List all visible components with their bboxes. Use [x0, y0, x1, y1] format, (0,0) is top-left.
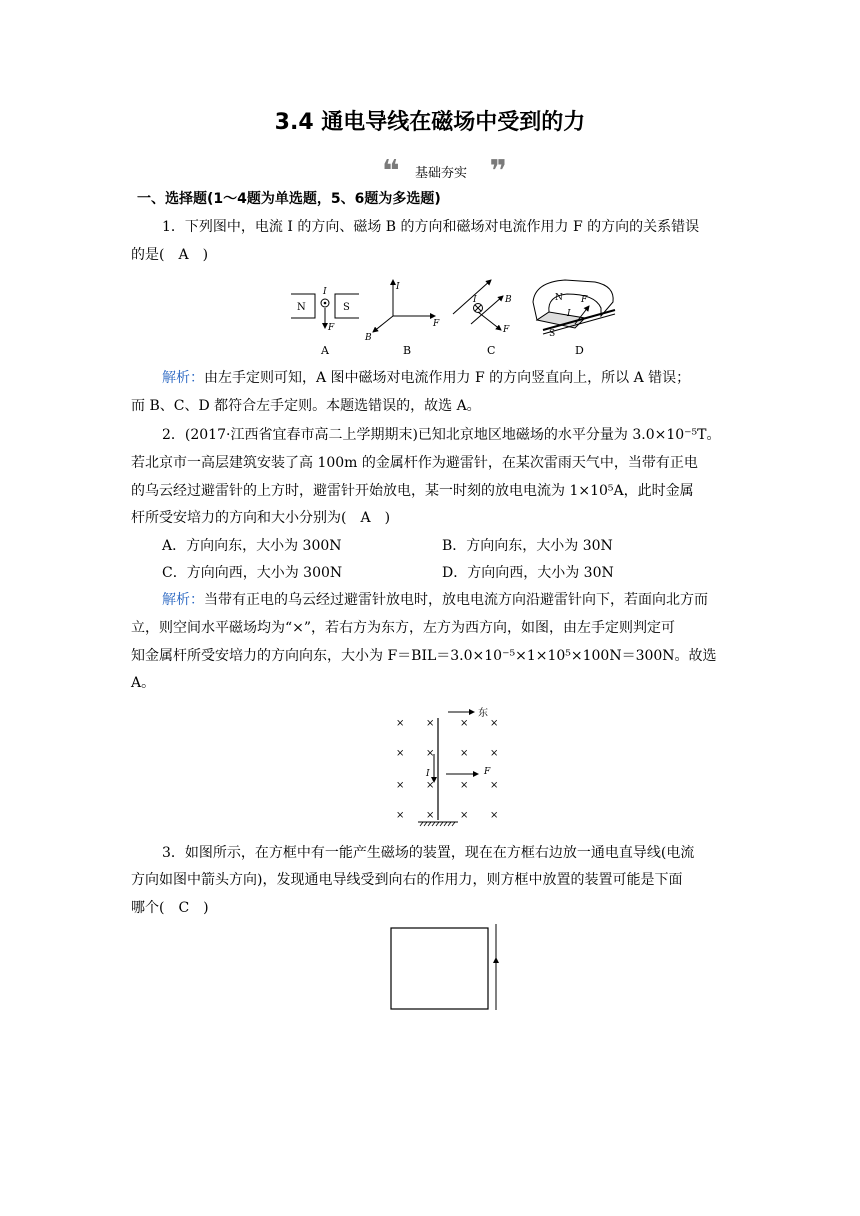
q2-line-3: 的乌云经过避雷针的上方时，避雷针开始放电，某一时刻的放电电流为 1×10⁵A，此时金属 — [131, 483, 694, 499]
q2-solution-line-1 — [162, 590, 708, 610]
open-quote-icon: ❝ — [382, 154, 400, 189]
close-quote-icon: ❞ — [489, 154, 507, 189]
svg-text:×: × — [460, 748, 469, 759]
svg-text:×: × — [396, 748, 405, 759]
fig-c-b-label: B — [505, 295, 512, 305]
svg-text:×: × — [426, 780, 435, 791]
fig-b-i-label: I — [396, 282, 400, 292]
q2-solution-line-3: 知金属杆所受安培力的方向向东，大小为 F＝BIL＝3.0×10⁻⁵×1×10⁵×100N＝300N。故选 — [131, 648, 717, 664]
q2-line-1: 2．(2017·江西省宜春市高二上学期期末)已知北京地区地磁场的水平分量为 3.0×10⁻⁵T。 — [162, 427, 721, 443]
svg-text:×: × — [426, 718, 435, 729]
q2-solution-line-4: A。 — [131, 675, 156, 691]
fig-a-i-label: I — [323, 287, 327, 297]
svg-text:×: × — [460, 810, 469, 821]
svg-text:×: × — [490, 810, 499, 821]
fig-b-f-label: F — [433, 319, 440, 329]
svg-text:×: × — [490, 718, 499, 729]
fig-label-c: C — [487, 344, 496, 357]
q3-line-1: 3．如图所示，在方框中有一能产生磁场的装置，现在在方框右边放一通电直导线(电流 — [162, 845, 695, 861]
figure-d — [533, 280, 615, 357]
q3-line-2: 方向如图中箭头方向)，发现通电导线受到向右的作用力，则方框中放置的装置可能是下面 — [131, 872, 683, 888]
svg-text:×: × — [396, 780, 405, 791]
fig-force-label: F — [484, 767, 491, 777]
svg-text:×: × — [396, 718, 405, 729]
q1-solution-text-1: 由左手定则可知，A 图中磁场对电流作用力 F 的方向竖直向上，所以 A 错误； — [204, 370, 691, 386]
fig-d-f-label: F — [581, 295, 588, 305]
svg-text:×: × — [490, 748, 499, 759]
svg-text:×: × — [426, 748, 435, 759]
q2-solution-label: 解析： — [162, 592, 204, 608]
section-banner — [382, 154, 507, 189]
svg-text:×: × — [396, 810, 405, 821]
fig-label-a: A — [321, 344, 329, 357]
fig-c-i-label: I — [473, 295, 477, 305]
q1-figure — [285, 272, 625, 364]
q1-solution-label: 解析： — [162, 370, 204, 386]
figure-b — [364, 280, 440, 357]
fig-a-n-label: N — [297, 302, 306, 313]
page-title: 3.4 通电导线在磁场中受到的力 — [274, 110, 586, 135]
fig-a-s-label: S — [343, 302, 350, 313]
q1-solution-line-2: 而 B、C、D 都符合左手定则。本题选错误的，故选 A。 — [131, 398, 481, 414]
svg-text:×: × — [490, 780, 499, 791]
fig-d-s-label: S — [549, 329, 556, 339]
fig-a-f-label: F — [328, 323, 335, 333]
svg-text:×: × — [460, 780, 469, 791]
q2-line-4: 杆所受安培力的方向和大小分别为( A ) — [131, 510, 391, 526]
fig-d-n-label: N — [555, 293, 563, 303]
q2-option-b: B．方向向东，大小为 30N — [442, 538, 613, 554]
figure-c — [453, 280, 512, 357]
fig-label-b: B — [403, 344, 412, 357]
q1-solution-line-1 — [162, 368, 690, 388]
q2-solution-text-1: 当带有正电的乌云经过避雷针放电时，放电电流方向沿避雷针向下，若面向北方而 — [204, 592, 708, 608]
q3-line-3: 哪个( C ) — [131, 900, 209, 916]
fig-current-label: I — [426, 769, 430, 779]
q2-solution-line-2: 立，则空间水平磁场均为“×”，若右方为东方，左方为西方向，如图，由左手定则判定可 — [131, 620, 676, 636]
banner-label: 基础夯实 — [415, 166, 468, 181]
fig-b-b-label: B — [365, 333, 372, 343]
q2-line-2: 若北京市一高层建筑安装了高 100m 的金属杆作为避雷针，在某次雷雨天气中，当带有正电 — [131, 455, 698, 471]
fig-c-f-label: F — [503, 325, 510, 335]
q2-figure — [388, 702, 508, 830]
q1-line-2: 的是( A ) — [131, 247, 209, 263]
svg-text:×: × — [460, 718, 469, 729]
fig-d-i-label: I — [567, 309, 571, 319]
q1-line-1: 1．下列图中，电流 I 的方向、磁场 B 的方向和磁场对电流作用力 F 的方向的关系错误 — [162, 219, 700, 235]
q2-option-c: C．方向向西，大小为 300N — [162, 565, 343, 581]
fig-east-label: 东 — [478, 708, 488, 719]
device-box — [391, 928, 488, 1009]
fig-label-d: D — [575, 344, 584, 357]
q2-option-a: A．方向向东，大小为 300N — [162, 538, 342, 554]
figure-a — [291, 287, 359, 357]
section-heading: 一、选择题(1～4题为单选题，5、6题为多选题) — [137, 191, 441, 207]
q2-option-d: D．方向向西，大小为 30N — [442, 565, 614, 581]
q3-figure — [388, 924, 508, 1014]
svg-text:×: × — [426, 810, 435, 821]
